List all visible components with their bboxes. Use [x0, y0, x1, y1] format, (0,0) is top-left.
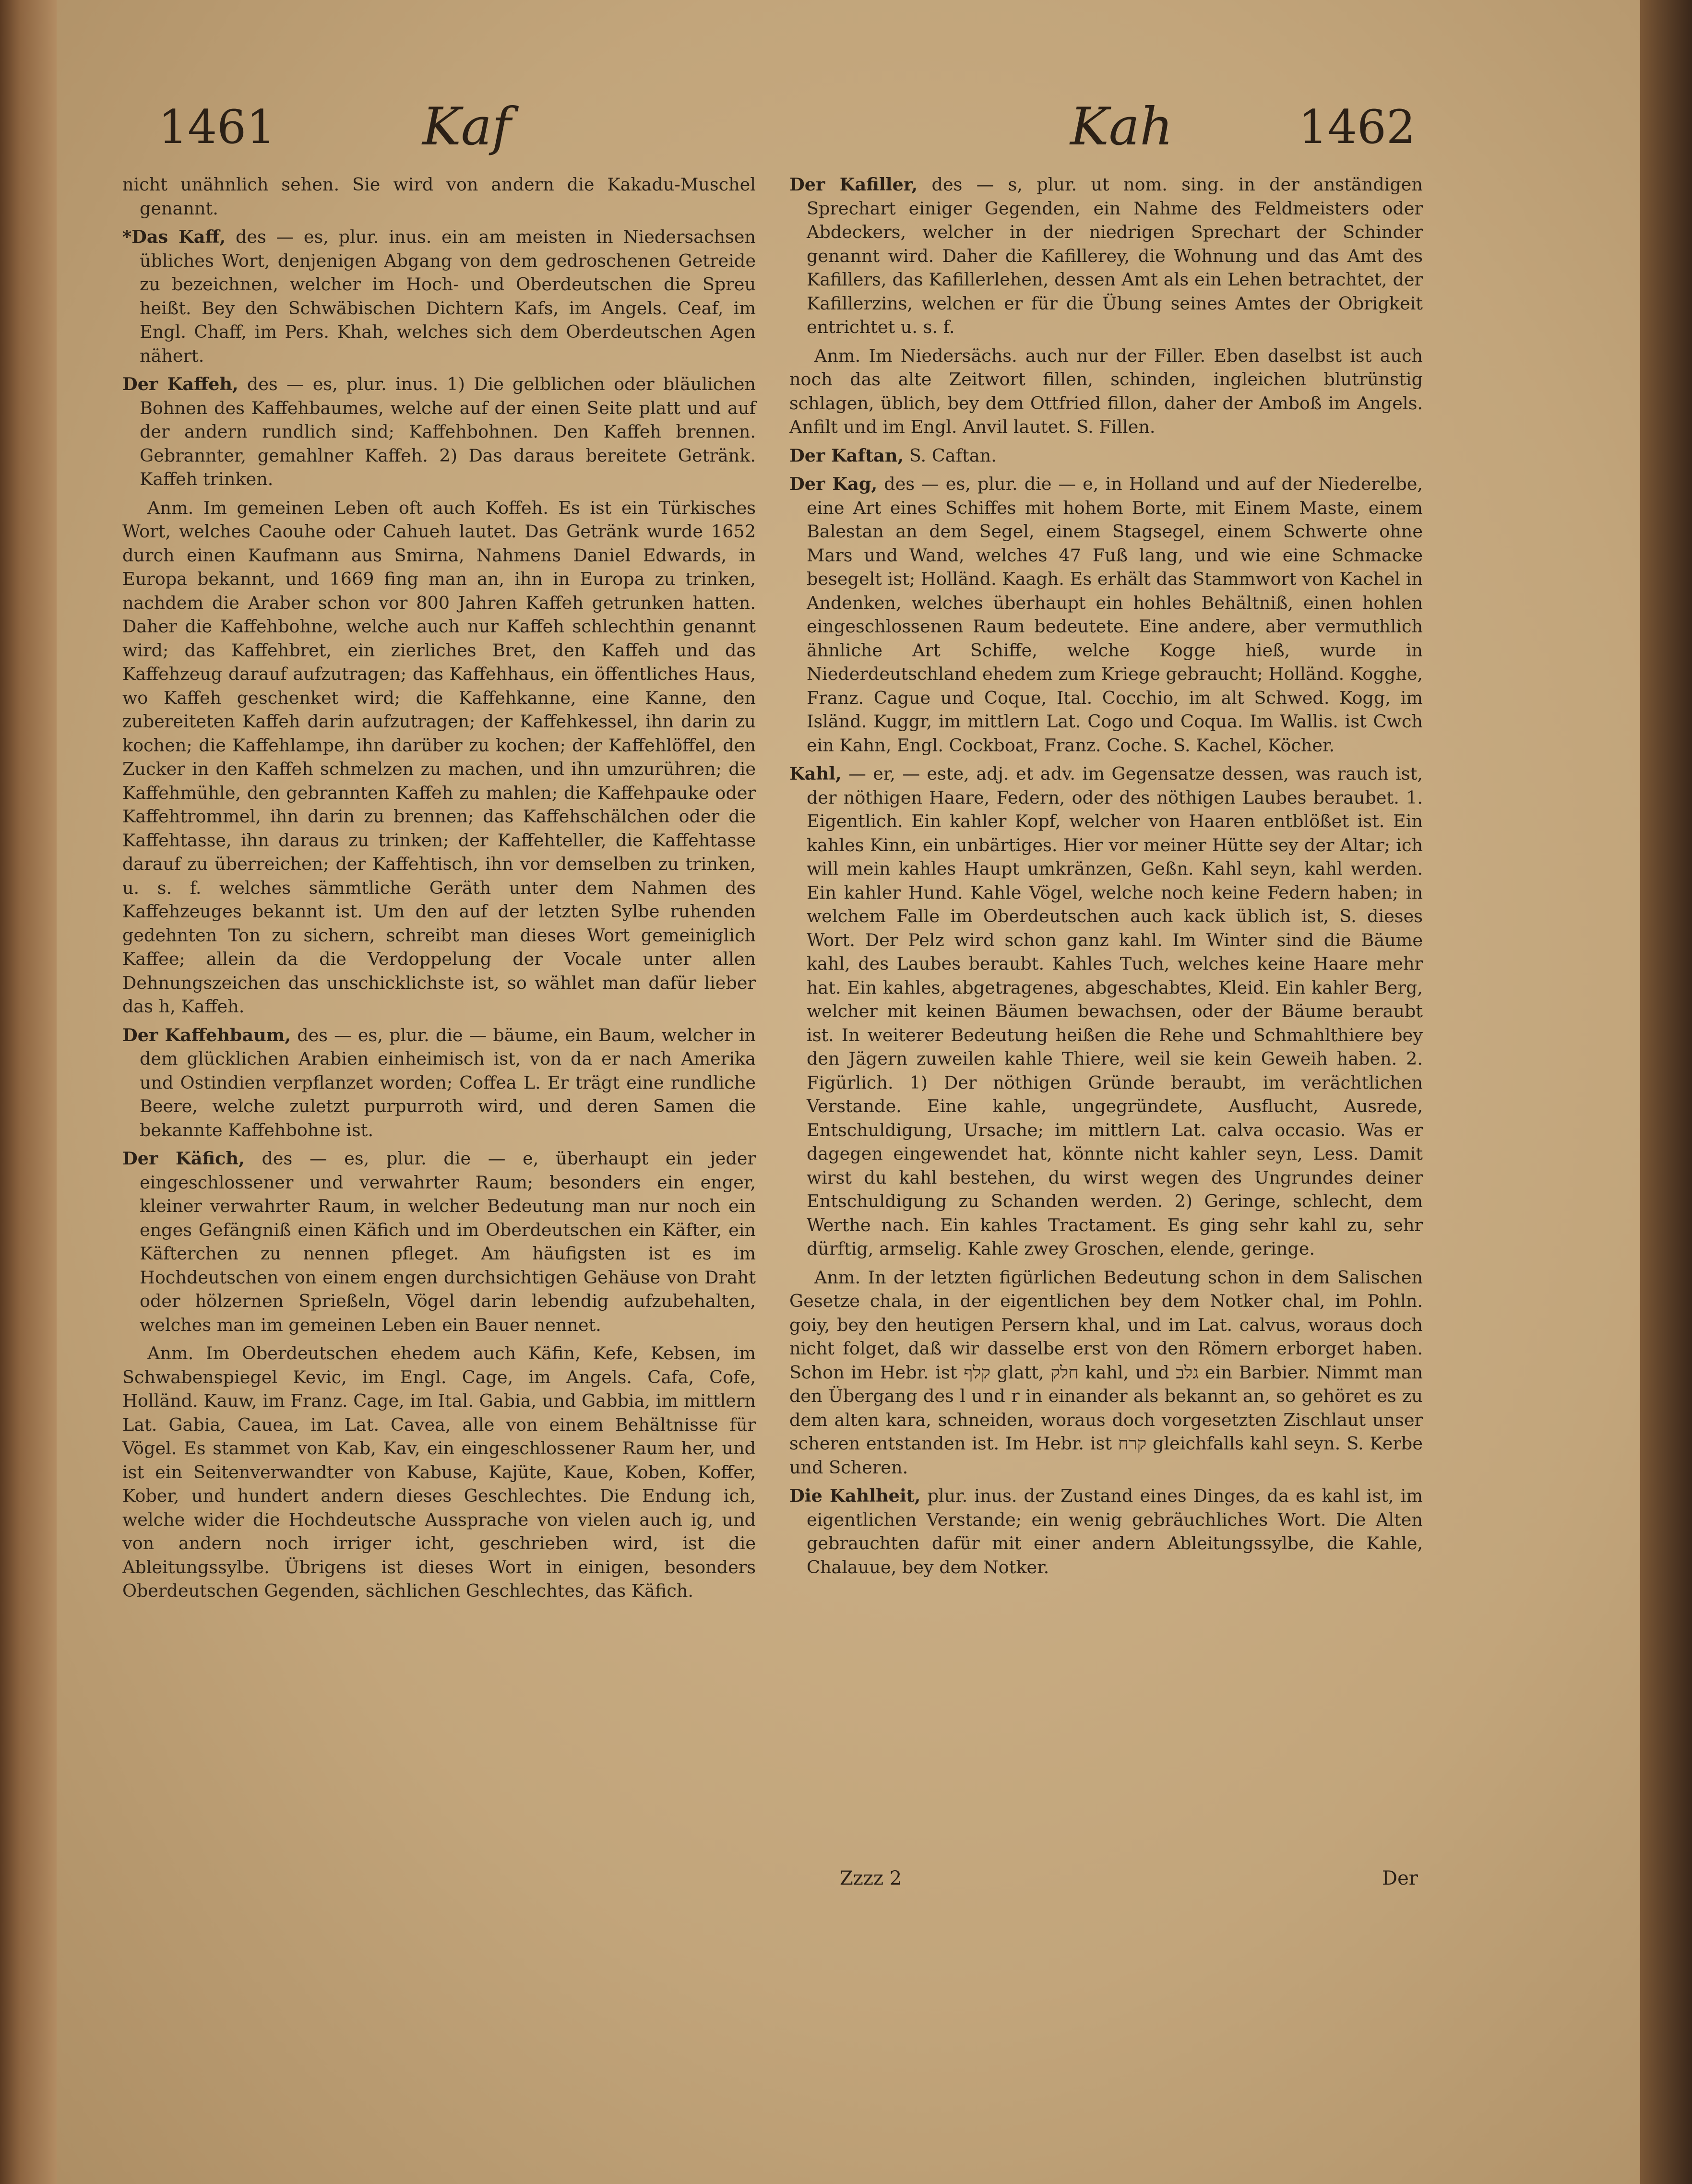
- entry-headword: Die Kahlheit,: [789, 1485, 921, 1506]
- book-edge-right: [1640, 0, 1692, 2184]
- entry-headword: Der Kag,: [789, 474, 878, 494]
- dictionary-entry: [789, 173, 1423, 339]
- dictionary-entry: [789, 444, 1423, 468]
- guide-word-left: Kaf: [422, 97, 512, 157]
- page-number-right: 1462: [1298, 100, 1416, 154]
- running-header: [158, 97, 1416, 173]
- note-text: Anm. Im gemeinen Leben oft auch Koffeh. Es ist ein Türkisches Wort, welches Caouhe oder Cahueh lautet. Das Getränk wurde 1652 durch einen Kaufmann aus Smirna, Nahmens Daniel Edwards, in Europa bekannt, und 1669 fing man an, ihn in Europa zu trinken, nachdem die Araber schon vor 800 Jahren Kaffeh getrunken hatten. Daher die Kaffehbohne, welche auch nur Kaffeh schlechthin genannt wird; das Kaffehbret, ein zierliches Bret, den Kaffeh und das Kaffehzeug darauf aufzutragen; das Kaffehhaus, ein öffentliches Haus, wo Kaffeh geschenket wird; die Kaffehkanne, eine Kanne, den zubereiteten Kaffeh darin aufzutragen; der Kaffehkessel, ihn darin zu kochen; die Kaffehlampe, ihn darüber zu kochen; der Kaffehlöffel, den Zucker in den Kaffeh schmelzen zu machen, und ihn umzurühren; die Kaffehmühle, den gebrannten Kaffeh zu mahlen; die Kaffehpauke oder Kaffehtrommel, ihn darin zu brennen; das Kaffehschälchen oder die Kaffehtasse, ihn daraus zu trinken; der Kaffehteller, die Kaffehtasse darauf zu überreichen; der Kaffehtisch, ihn vor demselben zu trinken, u. s. f. welches sämmtliche Geräth unter dem Nahmen des Kaffehzeuges bekannt ist. Um den auf der letzten Sylbe ruhenden gedehnten Ton zu sichern, schreibt man dieses Wort gemeiniglich Kaffee; allein da die Verdoppelung der Vocale unter allen Dehnungszeichen das unschicklichste ist, so wählet man dafür lieber das h, Kaffeh.: [122, 497, 756, 1017]
- entry-headword: Der Kafiller,: [789, 174, 918, 195]
- dictionary-entry: [122, 1023, 756, 1142]
- entry-note: [122, 496, 756, 1019]
- entry-headword: Kahl,: [789, 763, 842, 784]
- entry-headword: Der Kaffeh,: [122, 374, 238, 394]
- book-gutter-left: [0, 0, 57, 2184]
- entry-headword: Der Kaftan,: [789, 445, 904, 466]
- right-column: [789, 173, 1423, 1584]
- signature-mark: Zzzz 2: [840, 1867, 902, 1889]
- guide-word-right: Kah: [1070, 97, 1173, 157]
- note-text: Anm. Im Niedersächs. auch nur der Filler. Eben daselbst ist auch noch das alte Zeitwort fillen, schinden, ingleichen blutrünstig schlagen, üblich, bey dem Ottfried fillon, daher der Amboß im Angels. Anfilt und im Engl. Anvil lautet. S. Fillen.: [789, 345, 1423, 437]
- entry-text: des — es, plur. die — e, überhaupt ein jeder eingeschlossener und verwahrter Raum; besonders ein enger, kleiner verwahrter Raum, in welcher Bedeutung man nur noch ein enges Gefängniß einen Käfich und im Oberdeutschen ein Käfter, ein Käfterchen zu nennen pfleget. Am häufigsten ist es im Hochdeutschen von einem engen durchsichtigen Gehäuse von Draht oder hölzernen Sprießeln, Vögel darin lebendig aufzubehalten, welches man im gemeinen Leben ein Bauer nennet.: [140, 1148, 756, 1335]
- entry-text: des — es, plur. inus. 1) Die gelblichen oder bläulichen Bohnen des Kaffehbaumes, welche auf der einen Seite platt und auf der andern rundlich sind; Kaffehbohnen. Den Kaffeh brennen. Gebrannter, gemahlner Kaffeh. 2) Das daraus bereitete Getränk. Kaffeh trinken.: [140, 374, 756, 489]
- entry-text: — er, — este, adj. et adv. im Gegensatze dessen, was rauch ist, der nöthigen Haare, Federn, oder des nöthigen Laubes beraubet. 1. Eigentlich. Ein kahler Kopf, welcher von Haaren entblößet ist. Ein kahles Kinn, ein unbärtiges. Hier vor meiner Hütte sey der Altar; ich will mein kahles Haupt umkränzen, Geßn. Kahl seyn, kahl werden. Ein kahler Hund. Kahle Vögel, welche noch keine Federn haben; in welchem Falle im Oberdeutschen auch kack üblich ist, S. dieses Wort. Der Pelz wird schon ganz kahl. Im Winter sind die Bäume kahl, des Laubes beraubt. Kahles Tuch, welches keine Haare mehr hat. Ein kahles, abgetragenes, abgeschabtes, Kleid. Ein kahler Berg, welcher mit keinen Bäumen bewachsen, oder der Bäume beraubt ist. In weiterer Bedeutung heißen die Rehe und Schmahlthiere bey den Jägern zuweilen kahle Thiere, weil sie kein Geweih haben. 2. Figürlich. 1) Der nöthigen Gründe beraubt, im verächtlichen Verstande. Eine kahle, ungegründete, Ausflucht, Ausrede, Entschuldigung, Ursache; im mittlern Lat. calva occasio. Was er dagegen eingewendet hat, könnte nicht kahler seyn, Less. Damit wirst du kahl bestehen, du wirst wegen des Ungrundes deiner Entschuldigung zu Schanden werden. 2) Geringe, schlecht, dem Werthe nach. Ein kahles Tractament. Es ging sehr kahl zu, sehr dürftig, armselig. Kahle zwey Groschen, elende, geringe.: [807, 763, 1423, 1259]
- dictionary-entry: [122, 1147, 756, 1337]
- note-text: Anm. In der letzten figürlichen Bedeutung schon in dem Salischen Gesetze chala, in der eigentlichen bey dem Notker chal, im Pohln. goiy, bey den heutigen Persern khal, und im Lat. calvus, woraus doch nicht folget, daß wir dasselbe erst von den Römern erborget haben. Schon im Hebr. ist קלף glatt, חלק kahl, und גלב ein Barbier. Nimmt man den Übergang des l und r in einander als bekannt an, so gehöret es zu dem alten kara, schneiden, woraus doch vorgesetzten Zischlaut unser scheren entstanden ist. Im Hebr. ist קרח gleichfalls kahl seyn. S. Kerbe und Scheren.: [789, 1267, 1423, 1478]
- catchword: Der: [1382, 1867, 1418, 1889]
- dictionary-entry: [789, 472, 1423, 757]
- dictionary-entry: [122, 225, 756, 368]
- entry-text: des — s, plur. ut nom. sing. in der anständigen Sprechart einiger Gegenden, ein Nahme des Feldmeisters oder Abdeckers, welcher in der niedrigen Sprechart der Schinder genannt wird. Daher die Kafillerey, die Wohnung und das Amt des Kafillers, das Kafillerlehen, dessen Amt als ein Lehen betrachtet, der Kafillerzins, welchen er für die Übung seines Amtes der Obrigkeit entrichtet u. s. f.: [807, 174, 1423, 337]
- entry-text: des — es, plur. die — e, in Holland und auf der Niederelbe, eine Art eines Schiffes mit hohem Borte, mit Einem Maste, einem Balestan an dem Segel, einem Stagsegel, einem Schwerte ohne Mars und Wand, welches 47 Fuß lang, und wie eine Schmacke besegelt ist; Holländ. Kaagh. Es erhält das Stammwort von Kachel in Andenken, welches überhaupt ein hohles Behältniß, einen hohlen eingeschlossenen Raum bedeutete. Eine andere, aber vermuthlich ähnliche Art Schiffe, welche Kogge hieß, wurde in Niederdeutschland ehedem zum Kriege gebraucht; Holländ. Kogghe, Franz. Cague und Coque, Ital. Cocchio, im alt Schwed. Kogg, im Isländ. Kuggr, im mittlern Lat. Cogo und Coqua. Im Wallis. ist Cwch ein Kahn, Engl. Cockboat, Franz. Coche. S. Kachel, Köcher.: [807, 474, 1423, 756]
- entry-note: [789, 1266, 1423, 1480]
- dictionary-entry: [789, 762, 1423, 1261]
- dictionary-entry: [122, 372, 756, 491]
- dictionary-entry: [789, 1484, 1423, 1579]
- page-number-left: 1461: [158, 100, 276, 154]
- entry-text: des — es, plur. inus. ein am meisten in Niedersachsen übliches Wort, denjenigen Abgang von dem gedroschenen Getreide zu bezeichnen, welcher im Hoch- und Oberdeutschen die Spreu heißt. Bey den Schwäbischen Dichtern Kafs, im Angels. Ceaf, im Engl. Chaff, im Pers. Khah, welches sich dem Oberdeutschen Agen nähert.: [140, 226, 756, 366]
- entry-headword: Der Kaffehbaum,: [122, 1024, 291, 1045]
- entry-text: nicht unähnlich sehen. Sie wird von andern die Kakadu-Muschel genannt.: [122, 174, 756, 219]
- entry-note: [789, 344, 1423, 439]
- dictionary-entry: [122, 173, 756, 220]
- note-text: Anm. Im Oberdeutschen ehedem auch Käfin, Kefe, Kebsen, im Schwabenspiegel Kevic, im Engl. Cage, im Angels. Cafa, Cofe, Holländ. Kauw, im Franz. Cage, im Ital. Gabia, und Gabbia, im mittlern Lat. Gabia, Cauea, im Lat. Cavea, alle von einem Behältnisse für Vögel. Es stammet von Kab, Kav, ein eingeschlossener Raum her, und ist ein Seitenverwandter von Kabuse, Kajüte, Kaue, Koben, Koffer, Kober, und hundert andern dieses Geschlechtes. Die Endung ich, welche wider die Hochdeutsche Aussprache von vielen auch ig, und von andern noch irriger icht, geschrieben wird, ist die Ableitungssylbe. Übrigens ist dieses Wort in einigen, besonders Oberdeutschen Gegenden, sächlichen Geschlechtes, das Käfich.: [122, 1343, 756, 1601]
- entry-text: S. Caftan.: [909, 445, 997, 466]
- entry-headword: *Das Kaff,: [122, 226, 226, 247]
- entry-text: des — es, plur. die — bäume, ein Baum, welcher in dem glücklichen Arabien einheimisch ist, von da er nach Amerika und Ostindien verpflanzet worden; Coffea L. Er trägt eine rundliche Beere, welche zuletzt purpurroth wird, und deren Samen die bekannte Kaffehbohne ist.: [140, 1024, 756, 1140]
- entry-headword: Der Käfich,: [122, 1148, 245, 1169]
- left-column: [122, 173, 756, 1608]
- entry-text: plur. inus. der Zustand eines Dinges, da es kahl ist, im eigentlichen Verstande; ein wenig gebräuchliches Wort. Die Alten gebrauchten dafür mit einer andern Ableitungssylbe, die Kahle, Chalauue, bey dem Notker.: [807, 1485, 1423, 1578]
- entry-note: [122, 1341, 756, 1603]
